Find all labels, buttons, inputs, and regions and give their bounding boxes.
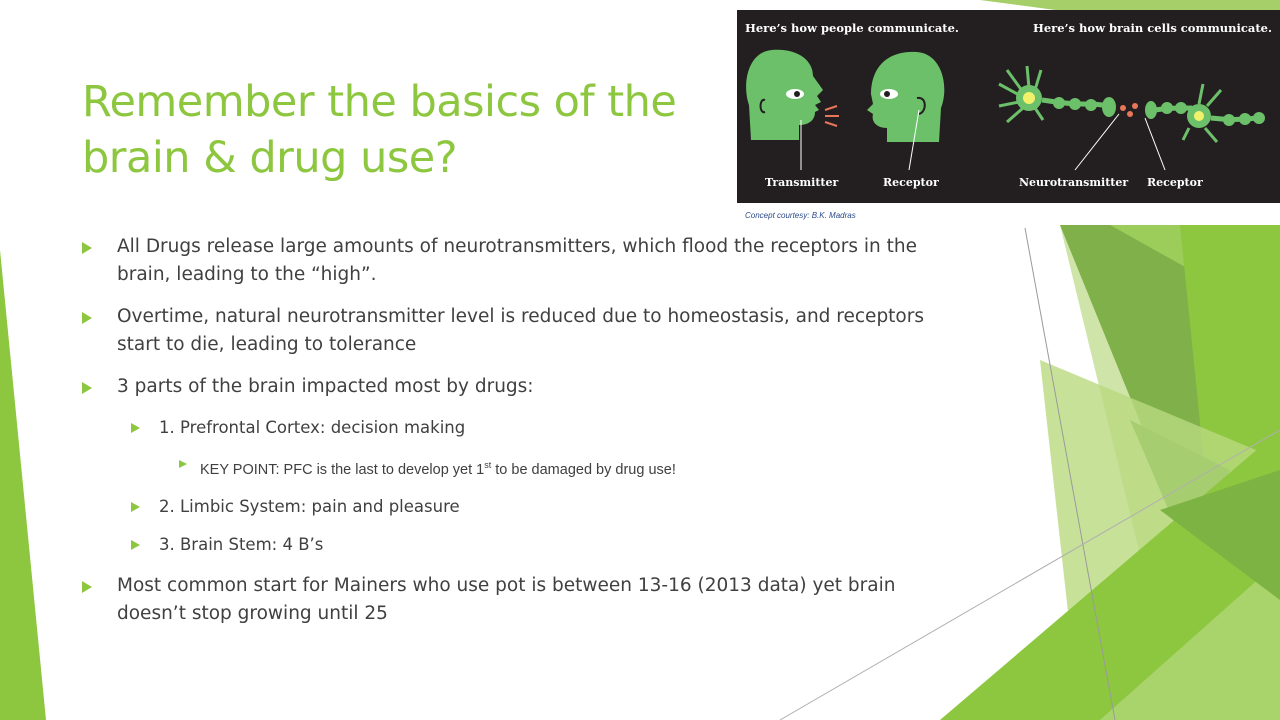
bullet-4 <box>82 572 962 628</box>
bullet-arrow-icon <box>131 423 140 433</box>
bullet-text: 3. Brain Stem: 4 B’s <box>159 534 324 554</box>
figure-credit: Concept courtesy: B.K. Madras <box>745 211 856 220</box>
sub-bullet-limbic <box>82 496 962 518</box>
bullet-2 <box>82 303 962 359</box>
communication-figure <box>737 10 1280 224</box>
bullet-arrow-icon <box>131 540 140 550</box>
bullet-text: Overtime, natural neurotransmitter level is reduced due to homeostasis, and receptors start to die, leading to tolerance <box>117 306 924 355</box>
bullet-arrow-icon <box>179 460 187 468</box>
title-line-2: brain & drug use? <box>82 133 458 183</box>
bullet-arrow-icon <box>82 242 92 254</box>
bullet-text: 2. Limbic System: pain and pleasure <box>159 496 460 516</box>
key-point-superscript: st <box>484 460 492 470</box>
key-point-text: KEY POINT: PFC is the last to develop yet 1 <box>200 461 485 478</box>
sub-bullet-prefrontal <box>82 417 962 439</box>
bullet-text: All Drugs release large amounts of neurotransmitters, which flood the receptors in the brain, leading to the “high”. <box>117 236 917 285</box>
bullet-text: 1. Prefrontal Cortex: decision making <box>159 418 466 437</box>
sub-sub-bullet-key-point <box>82 455 962 480</box>
bullet-text: Most common start for Mainers who use pot is between 13-16 (2013 data) yet brain doesn’t stop growing until 25 <box>117 574 896 624</box>
bullet-arrow-icon <box>131 502 140 512</box>
label-transmitter: Transmitter <box>765 176 839 189</box>
heading-people: Here’s how people communicate. <box>745 21 959 35</box>
heading-brain-cells: Here’s how brain cells communicate. <box>1033 21 1272 35</box>
label-receptor-cells: Receptor <box>1147 176 1203 189</box>
label-receptor-people: Receptor <box>883 176 939 189</box>
sub-bullet-brain-stem <box>82 534 962 556</box>
slide-title <box>82 74 722 186</box>
bullet-3 <box>82 373 962 401</box>
bullet-text: 3 parts of the brain impacted most by drugs: <box>117 376 534 397</box>
bullet-1 <box>82 233 962 289</box>
key-point-text-end: to be damaged by drug use! <box>491 461 676 478</box>
bullet-arrow-icon <box>82 312 92 324</box>
title-line-1: Remember the basics of the <box>82 77 677 127</box>
label-neurotransmitter: Neurotransmitter <box>1019 176 1129 189</box>
bullet-arrow-icon <box>82 382 92 394</box>
bullet-arrow-icon <box>82 581 92 593</box>
bullet-list <box>82 233 962 642</box>
